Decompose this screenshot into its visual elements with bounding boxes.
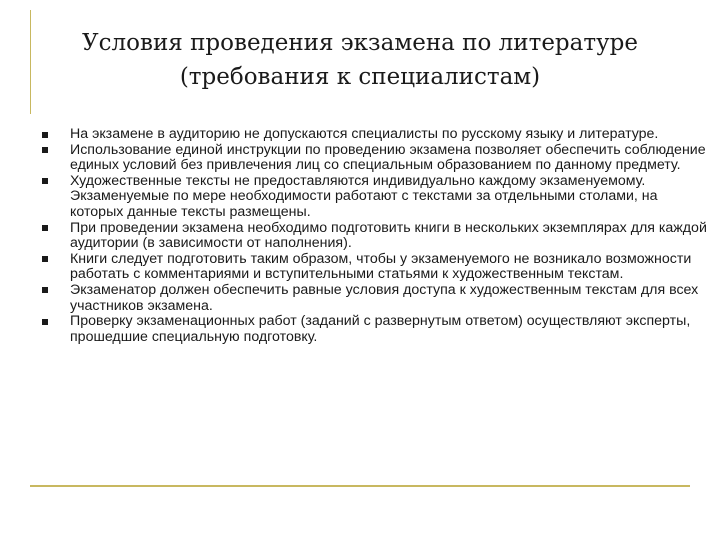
square-bullet-icon: [42, 225, 48, 231]
square-bullet-icon: [42, 256, 48, 262]
bullet-text: При проведении экзамена необходимо подготовить книги в нескольких экземплярах для каждой аудитории (в зависимости от наполнения).: [70, 219, 707, 252]
bullet-list: [40, 127, 710, 345]
decorative-horizontal-rule: [30, 485, 690, 487]
square-bullet-icon: [42, 287, 48, 293]
bullet-item: [40, 283, 710, 314]
bullet-text: Книги следует подготовить таким образом, чтобы у экзаменуемого не возникало возможности работать с комментариями и вступительными статьями к художественным текстам.: [70, 250, 692, 283]
slide-title-line-1: Условия проведения экзамена по литературе: [82, 30, 638, 56]
bullet-item: [40, 221, 710, 252]
square-bullet-icon: [42, 319, 48, 325]
bullet-text: Использование единой инструкции по проведению экзамена позволяет обеспечить соблюдение единых условий без привлечения лиц со специальным образованием по данному предмету.: [70, 141, 706, 174]
bullet-text: На экзамене в аудиторию не допускаются специалисты по русскому языку и литературе.: [70, 126, 659, 142]
decorative-vertical-rule: [30, 10, 31, 114]
square-bullet-icon: [42, 178, 48, 184]
bullet-item: [40, 127, 710, 143]
bullet-item: [40, 314, 710, 345]
square-bullet-icon: [42, 147, 48, 153]
slide-title: [40, 26, 680, 94]
slide-title-line-2: (требования к специалистам): [179, 64, 541, 90]
bullet-text: Художественные тексты не предоставляются индивидуально каждому экзаменуемому. Экзаменуемые по мере необходимости работают с текстами за отдельными столами, на которых данные тексты размещены.: [70, 172, 658, 220]
bullet-text: Экзаменатор должен обеспечить равные условия доступа к художественным текстам для всех участников экзамена.: [70, 281, 699, 314]
bullet-item: [40, 252, 710, 283]
square-bullet-icon: [42, 132, 48, 138]
bullet-item: [40, 174, 710, 221]
bullet-text: Проверку экзаменационных работ (заданий с развернутым ответом) осуществляют эксперты, прошедшие специальную подготовку.: [70, 313, 691, 345]
bullet-item: [40, 143, 710, 174]
